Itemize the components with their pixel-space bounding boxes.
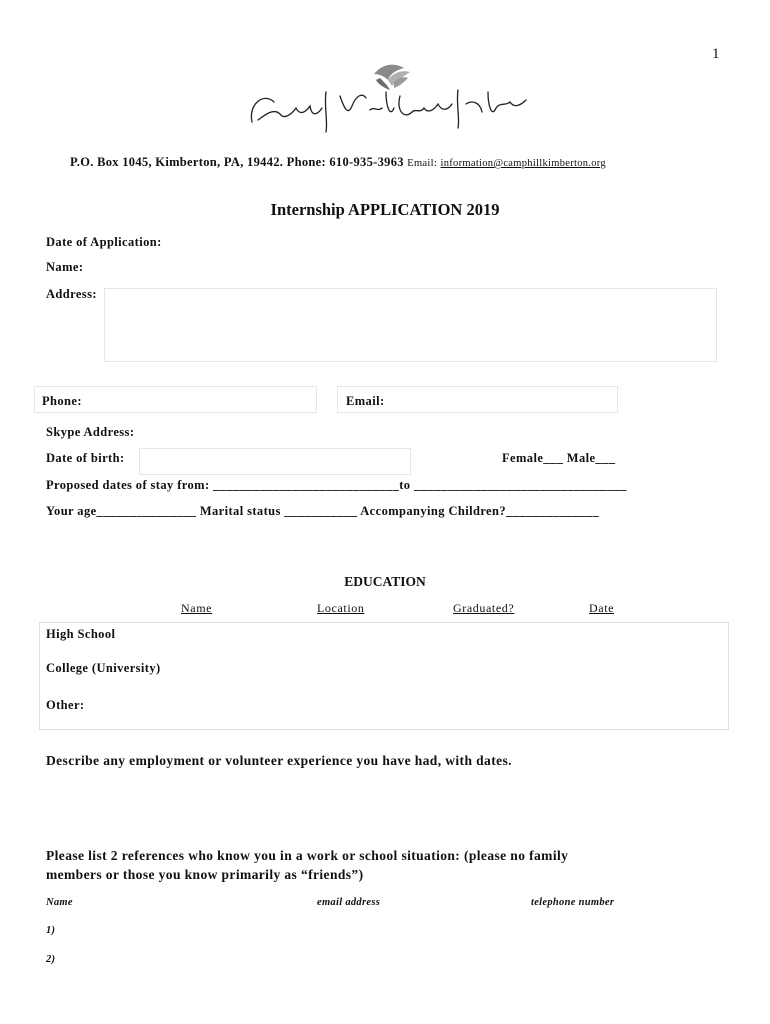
- references-col-telephone: telephone number: [531, 897, 615, 908]
- education-row-high-school: High School: [46, 627, 116, 641]
- contact-line: [70, 155, 606, 170]
- contact-email-link[interactable]: information@camphillkimberton.org: [440, 158, 606, 169]
- references-prompt-line1: Please list 2 references who know you in a work or school situation: (please no family: [46, 848, 569, 863]
- employment-prompt: Describe any employment or volunteer experience you have had, with dates.: [46, 753, 512, 768]
- leaf-emblem-icon: [374, 65, 410, 90]
- address-label: Address:: [46, 287, 97, 301]
- references-prompt-line2: members or those you know primarily as “friends”): [46, 867, 364, 882]
- education-col-date: Date: [589, 601, 615, 615]
- education-heading: EDUCATION: [344, 574, 426, 589]
- education-row-other: Other:: [46, 698, 85, 712]
- form-title: Internship APPLICATION 2019: [270, 200, 500, 219]
- date-of-application-label: Date of Application:: [46, 235, 162, 249]
- education-col-name: Name: [181, 601, 213, 615]
- camphill-logo: [244, 62, 534, 142]
- name-label: Name:: [46, 260, 84, 274]
- reference-row-1[interactable]: 1): [46, 925, 56, 936]
- email-label: Email:: [346, 394, 385, 408]
- skype-label: Skype Address:: [46, 425, 135, 439]
- education-table-box[interactable]: [39, 622, 729, 730]
- contact-email-label: Email:: [407, 158, 438, 169]
- stay-dates-field[interactable]: Proposed dates of stay from: ____________________________to ________________________________: [46, 478, 627, 492]
- page-number: 1: [712, 46, 720, 62]
- phone-label: Phone:: [42, 394, 82, 408]
- dob-input[interactable]: [139, 448, 411, 475]
- education-col-graduated: Graduated?: [453, 601, 515, 615]
- age-marital-children-field[interactable]: Your age_______________ Marital status ___________ Accompanying Children?______________: [46, 504, 600, 518]
- references-col-email: email address: [317, 897, 381, 908]
- dob-label: Date of birth:: [46, 451, 125, 465]
- education-row-college: College (University): [46, 661, 161, 675]
- reference-row-2[interactable]: 2): [46, 954, 56, 965]
- contact-address: P.O. Box 1045, Kimberton, PA, 19442. Phone: 610-935-3963: [70, 155, 404, 169]
- references-col-name: Name: [46, 897, 73, 908]
- address-input[interactable]: [104, 288, 717, 362]
- gender-field[interactable]: Female___ Male___: [502, 451, 616, 465]
- education-col-location: Location: [317, 601, 365, 615]
